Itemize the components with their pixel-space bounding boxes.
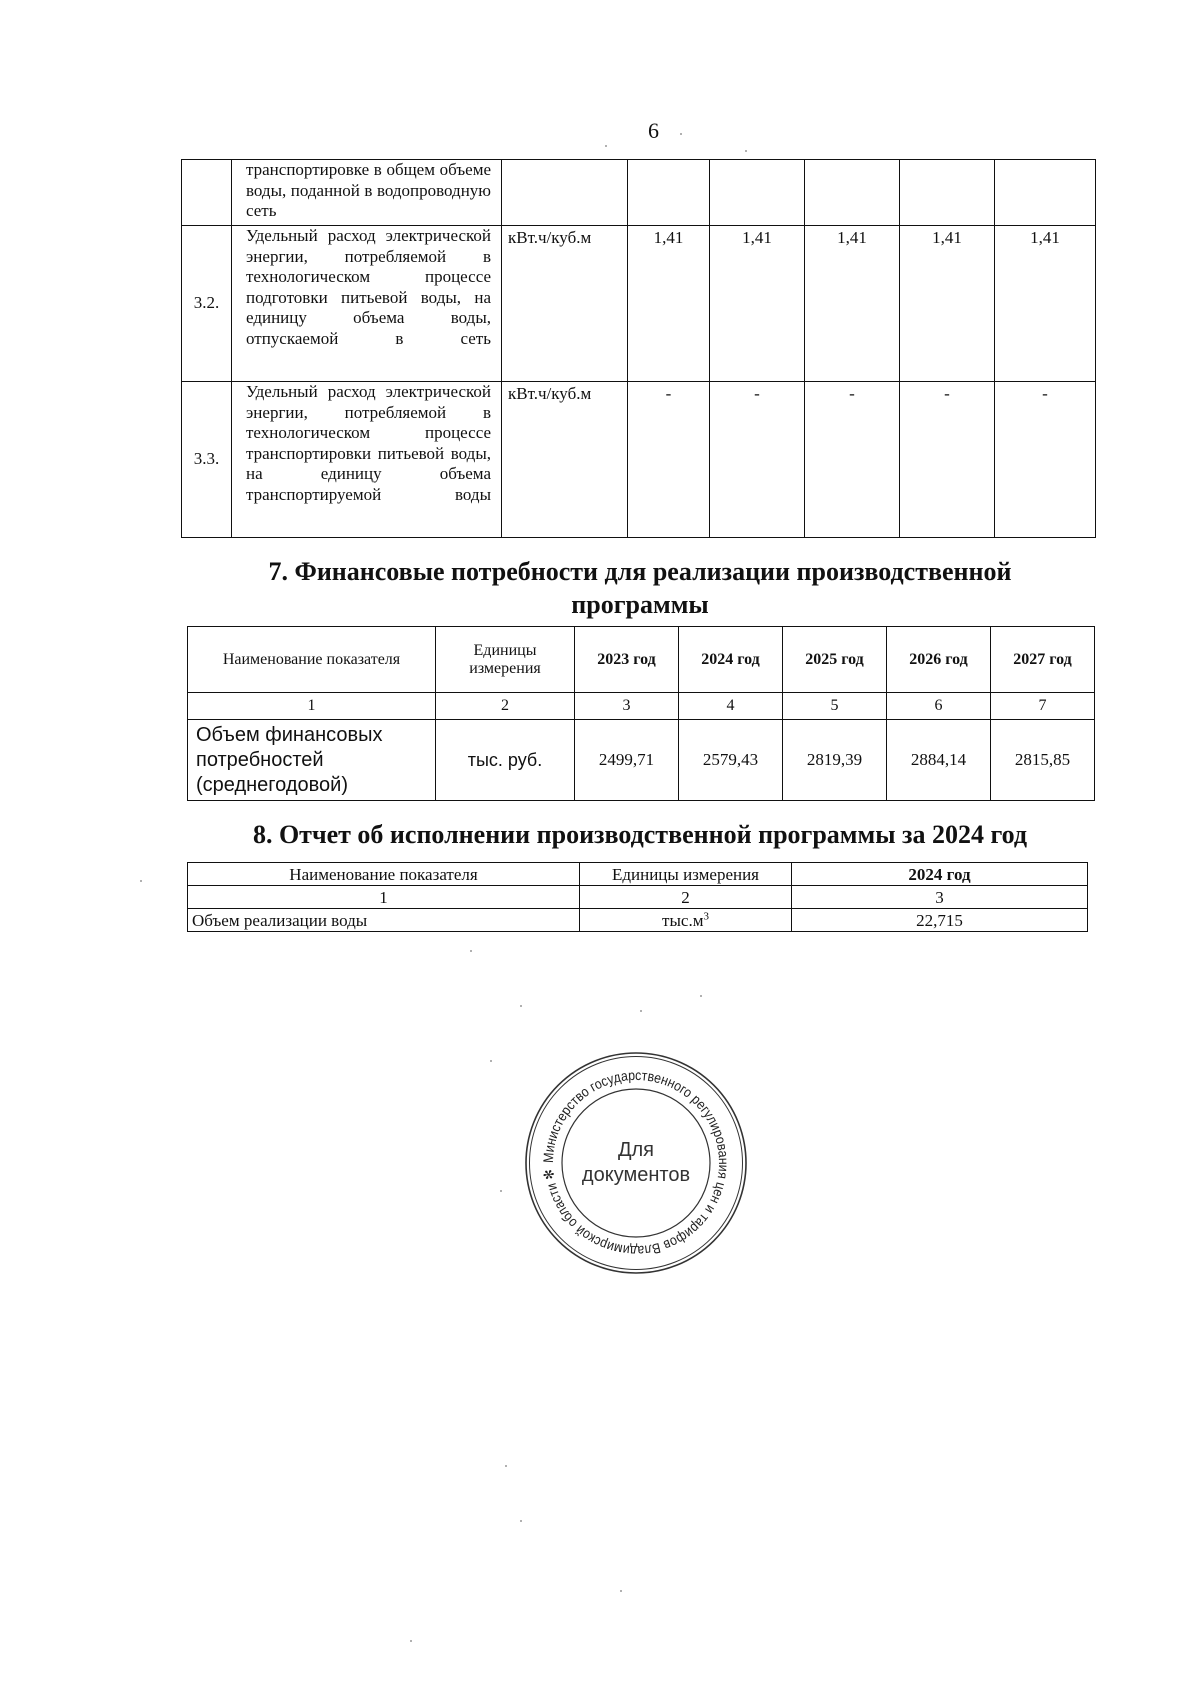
index-row [188, 886, 1088, 909]
unit-cell: кВт.ч/куб.м [502, 382, 628, 538]
column-header: 2024 год [679, 627, 783, 693]
unit-cell: кВт.ч/куб.м [502, 226, 628, 382]
index-cell: 2 [580, 886, 792, 909]
section-7-title-line2: программы [571, 590, 709, 619]
value-cell: 2884,14 [887, 720, 991, 801]
unit-cell [502, 160, 628, 226]
value-cell: 1,41 [995, 226, 1096, 382]
index-cell: 7 [991, 693, 1095, 720]
header-row [188, 863, 1088, 886]
column-header: 2027 год [991, 627, 1095, 693]
index-cell: 4 [679, 693, 783, 720]
value-cell: 2819,39 [783, 720, 887, 801]
financial-needs-table [187, 626, 1095, 801]
table-row [182, 160, 1096, 226]
table-row [182, 226, 1096, 382]
value-cell: - [900, 382, 995, 538]
value-cell: - [628, 382, 710, 538]
section-7-title [170, 555, 1110, 621]
section-8-title: 8. Отчет об исполнении производственной программы за 2024 год [252, 820, 1028, 849]
value-cell: 1,41 [900, 226, 995, 382]
indicator-name: Объем финансовых потребностей (среднегодовой) [188, 720, 436, 801]
indicator-name: Объем реализации воды [188, 909, 580, 932]
value-cell: - [805, 382, 900, 538]
stamp-inner-ring [562, 1089, 710, 1237]
stamp-ring-text: Министерство государственного регулирования цен и тарифов Владимирской области ✻ [539, 1066, 733, 1260]
page-number: 6 [648, 118, 659, 143]
value-cell [710, 160, 805, 226]
column-header: Наименование показателя [188, 627, 436, 693]
table-row [188, 720, 1095, 801]
value-cell [900, 160, 995, 226]
row-number: 3.2. [182, 226, 232, 382]
value-cell: 1,41 [805, 226, 900, 382]
table-row [182, 382, 1096, 538]
index-cell: 3 [792, 886, 1088, 909]
stamp-center-line1: Для [617, 1139, 655, 1161]
value-cell: 2579,43 [679, 720, 783, 801]
value-cell: 1,41 [710, 226, 805, 382]
column-header: Единицы измерения [436, 627, 575, 693]
indicators-table [181, 159, 1096, 538]
row-number: 3.3. [182, 382, 232, 538]
index-cell: 2 [436, 693, 575, 720]
column-header: 2025 год [783, 627, 887, 693]
stamp-center-line2: документов [581, 1164, 691, 1186]
report-table [187, 862, 1088, 932]
index-cell: 1 [188, 693, 436, 720]
table-row [188, 909, 1088, 932]
value-cell [805, 160, 900, 226]
stamp-outer-ring [526, 1053, 746, 1273]
value-cell [628, 160, 710, 226]
value-cell [995, 160, 1096, 226]
row-number [182, 160, 232, 226]
index-cell: 3 [575, 693, 679, 720]
indicator-name: Удельный расход электрической энергии, потребляемой в технологическом процессе подготовки питьевой воды, на единицу объема воды, отпускаемой в сеть [232, 226, 502, 382]
index-cell: 6 [887, 693, 991, 720]
value-cell: - [710, 382, 805, 538]
value-cell: 22,715 [792, 909, 1088, 932]
index-row [188, 693, 1095, 720]
section-7-title-line1: 7. Финансовые потребности для реализации производственной [268, 557, 1012, 586]
value-cell: 2499,71 [575, 720, 679, 801]
column-header: Наименование показателя [188, 863, 580, 886]
value-cell: 2815,85 [991, 720, 1095, 801]
indicator-name: транспортировке в общем объеме воды, поданной в водопроводную сеть [232, 160, 502, 226]
indicator-name: Удельный расход электрической энергии, потребляемой в технологическом процессе транспортировки питьевой воды, на единицу объема транспортируемой воды [232, 382, 502, 538]
column-header: Единицы измерения [580, 863, 792, 886]
column-header: 2026 год [887, 627, 991, 693]
header-row [188, 627, 1095, 693]
official-stamp [523, 1050, 749, 1276]
value-cell: 1,41 [628, 226, 710, 382]
unit-cell: $тыс.м^3$ [580, 909, 792, 932]
index-cell: 1 [188, 886, 580, 909]
index-cell: 5 [783, 693, 887, 720]
column-header: 2024 год [792, 863, 1088, 886]
column-header: 2023 год [575, 627, 679, 693]
unit-cell: тыс. руб. [436, 720, 575, 801]
value-cell: - [995, 382, 1096, 538]
